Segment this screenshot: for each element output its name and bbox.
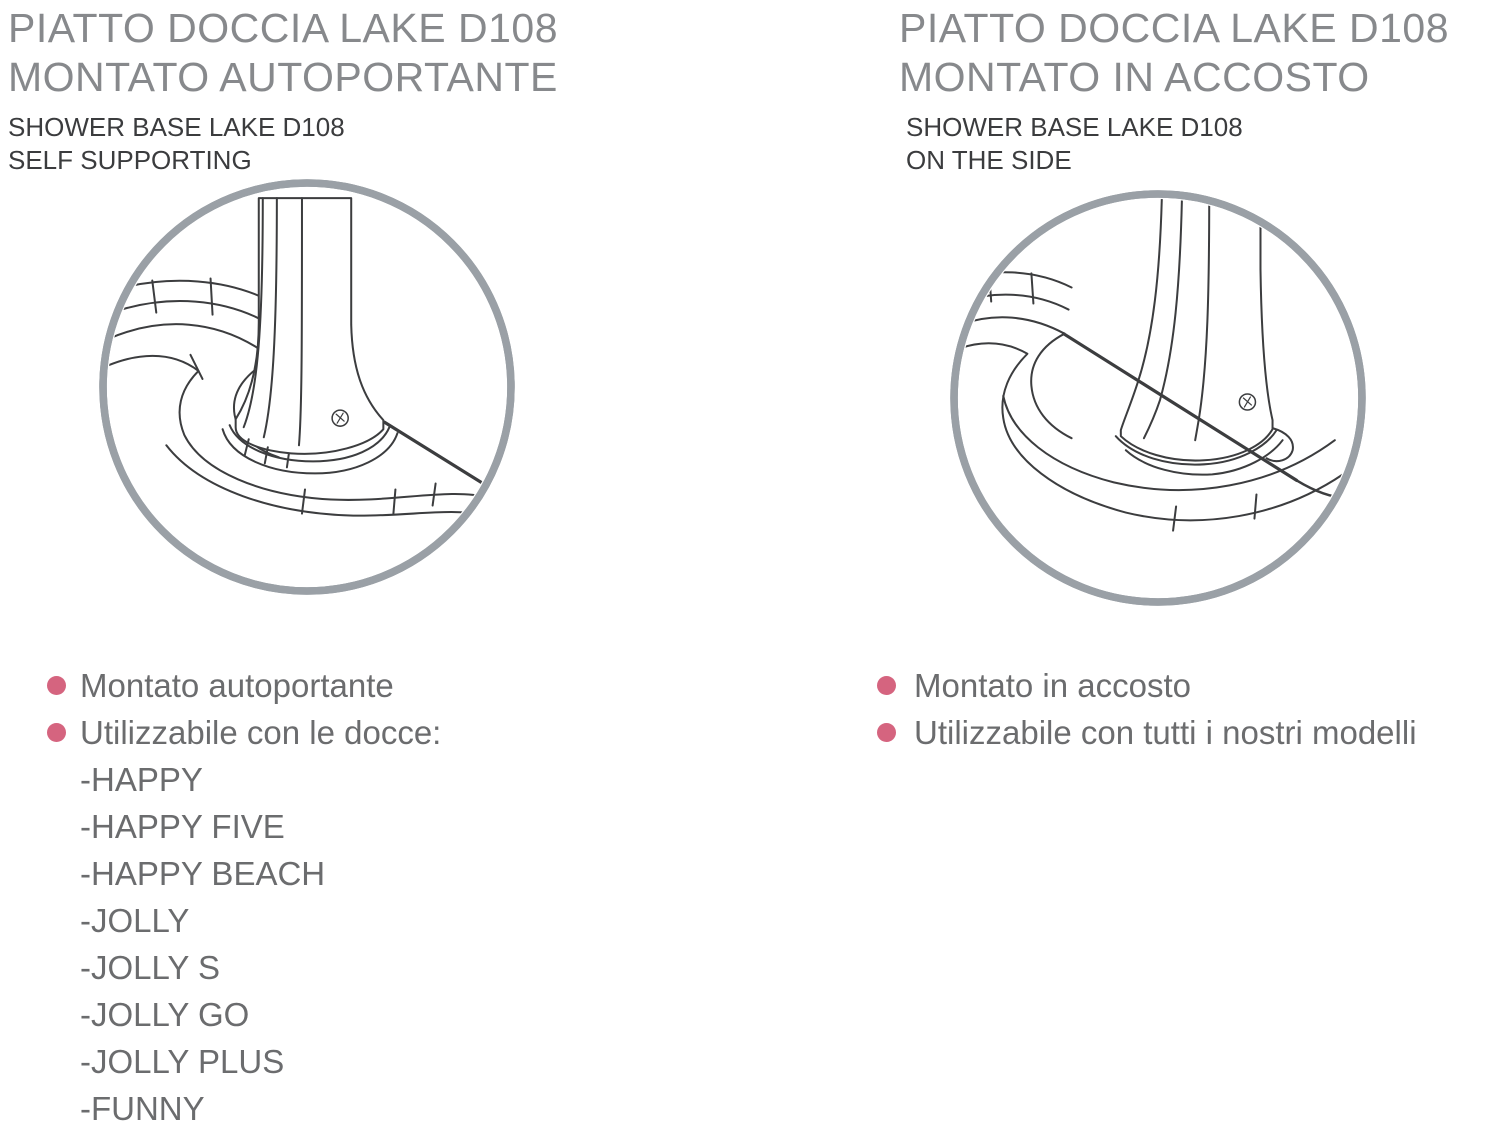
left-feature-list: [47, 662, 441, 1132]
list-item: [877, 662, 1417, 709]
model-item: -HAPPY BEACH: [80, 855, 326, 892]
left-title: [8, 4, 558, 102]
model-item: -JOLLY GO: [80, 996, 250, 1033]
tray-edge-line: [384, 422, 487, 486]
left-subtitle-line1: SHOWER BASE LAKE D108: [8, 112, 345, 142]
list-item: [47, 662, 441, 709]
on-the-side-drawing: [947, 187, 1369, 609]
column-outline: [1121, 191, 1273, 461]
bullet-dot-icon: [47, 723, 66, 742]
feature-text: Utilizzabile con tutti i nostri modelli: [914, 713, 1417, 751]
feature-text: Montato autoportante: [80, 666, 394, 704]
left-title-line2: MONTATO AUTOPORTANTE: [8, 54, 558, 100]
self-supporting-drawing: [96, 176, 518, 598]
list-item: [47, 709, 441, 756]
left-detail-illustration: [96, 176, 518, 598]
compatible-models-list: [80, 756, 441, 1132]
bullet-dot-icon: [877, 676, 896, 695]
model-item: -HAPPY FIVE: [80, 808, 285, 845]
right-panel-header: [899, 4, 1449, 177]
right-subtitle-line1: SHOWER BASE LAKE D108: [906, 112, 1243, 142]
feature-text: Utilizzabile con le docce:: [80, 713, 442, 751]
right-title-line1: PIATTO DOCCIA LAKE D108: [899, 5, 1450, 51]
right-title: [899, 4, 1449, 102]
left-subtitle: [8, 111, 558, 177]
model-item: -JOLLY S: [80, 949, 221, 986]
list-item: [877, 709, 1417, 756]
screw-icon: [1239, 394, 1255, 410]
model-item: -FUNNY: [80, 1090, 205, 1127]
model-item: -HAPPY: [80, 761, 203, 798]
screw-icon: [332, 410, 348, 426]
model-item: -JOLLY: [80, 902, 190, 939]
feature-text: Montato in accosto: [914, 666, 1191, 704]
bullet-dot-icon: [877, 723, 896, 742]
column-outline: [236, 198, 384, 454]
left-title-line1: PIATTO DOCCIA LAKE D108: [8, 5, 559, 51]
bullet-dot-icon: [47, 676, 66, 695]
right-subtitle: [906, 111, 1449, 177]
right-detail-illustration: [947, 187, 1369, 609]
right-title-line2: MONTATO IN ACCOSTO: [899, 54, 1370, 100]
model-item: -JOLLY PLUS: [80, 1043, 285, 1080]
right-feature-list: [877, 662, 1417, 756]
right-subtitle-line2: ON THE SIDE: [906, 145, 1072, 175]
left-subtitle-line2: SELF SUPPORTING: [8, 145, 252, 175]
left-panel-header: [8, 4, 558, 177]
